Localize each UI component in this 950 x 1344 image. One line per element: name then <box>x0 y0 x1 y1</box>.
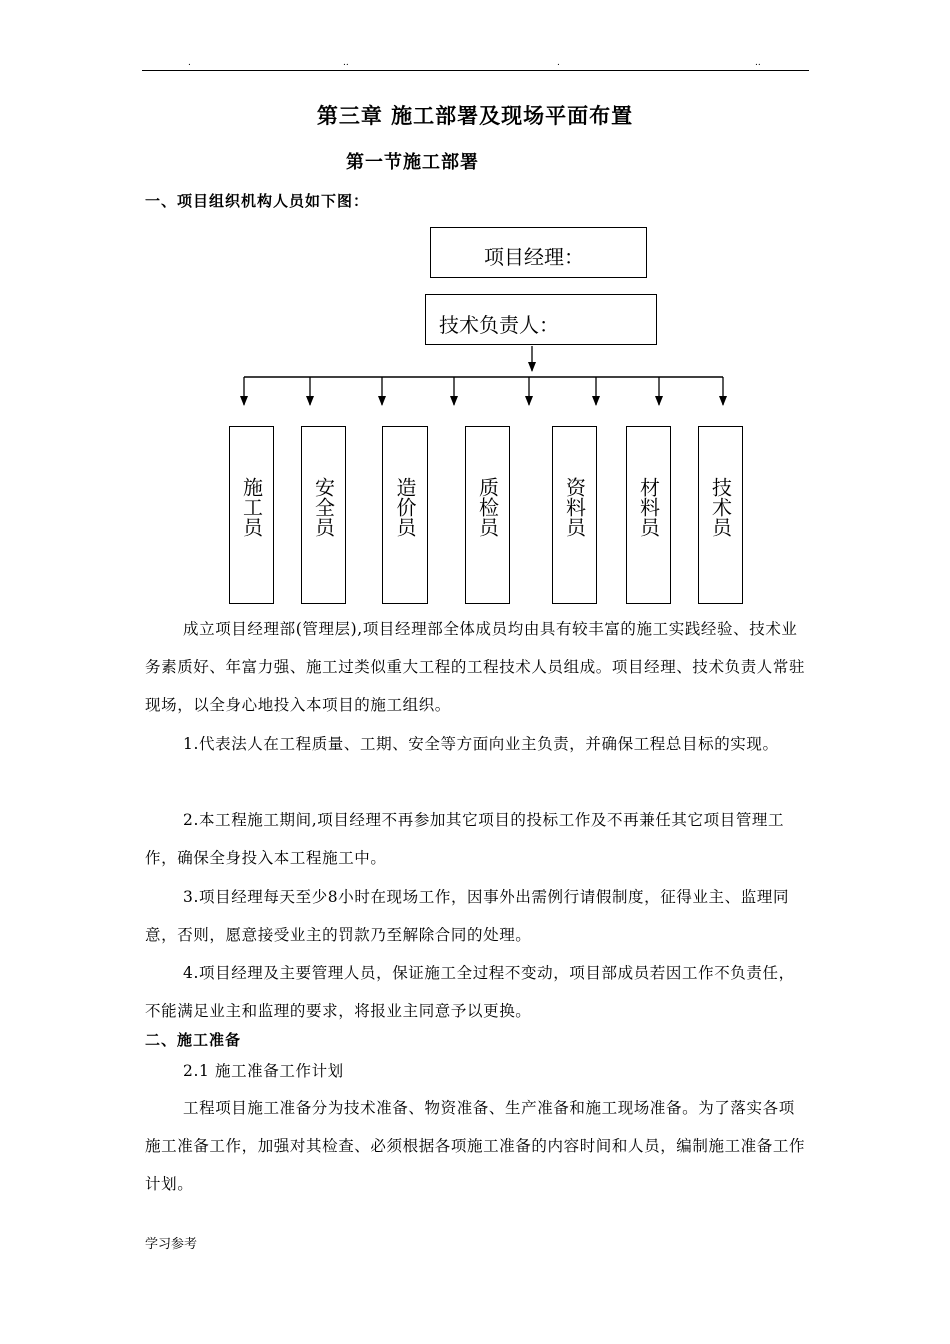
role-label: 资料员 <box>562 477 587 537</box>
chapter-title: 第三章 施工部署及现场平面布置 <box>316 104 634 128</box>
section2-heading: 二、施工准备 <box>145 1031 242 1049</box>
body-paragraph: 工程项目施工准备分为技术准备、物资准备、生产准备和施工现场准备。为了落实各项施工准备工作，加强对其检查、必须根据各项施工准备的内容时间和人员，编制施工准备工作计划。 <box>145 1099 806 1193</box>
role-label: 质检员 <box>475 477 500 537</box>
role-box <box>465 426 510 604</box>
role-label: 安全员 <box>311 477 336 537</box>
role-box <box>382 426 428 604</box>
role-box <box>626 426 671 604</box>
tech-lead-label: 技术负责人： <box>439 313 559 337</box>
role-box <box>301 426 346 604</box>
role-box <box>552 426 597 604</box>
role-label: 造价员 <box>393 477 417 537</box>
role-label: 施工员 <box>239 477 264 537</box>
body-paragraph: 2.本工程施工期间,项目经理不再参加其它项目的投标工作及不再兼任其它项目管理工作，确保全身投入本工程施工中。 <box>145 811 785 867</box>
body-paragraph: 成立项目经理部(管理层),项目经理部全体成员均由具有较丰富的施工实践经验、技术业务素质好、年富力强、施工过类似重大工程的工程技术人员组成。项目经理、技术负责人常驻现场，以全身心地投入本项目的施工组织。 <box>145 620 806 714</box>
tech-lead-box <box>425 294 657 345</box>
header-dot: . <box>557 58 560 68</box>
body-paragraph: 3.项目经理每天至少8小时在现场工作，因事外出需例行请假制度，征得业主、监理同意，否则，愿意接受业主的罚款乃至解除合同的处理。 <box>145 888 790 944</box>
role-box <box>229 426 274 604</box>
body-paragraph: 4.项目经理及主要管理人员，保证施工全过程不变动，项目部成员若因工作不负责任，不能满足业主和监理的要求，将报业主同意予以更换。 <box>145 964 795 1020</box>
role-box <box>698 426 743 604</box>
section-title: 第一节施工部署 <box>346 152 479 173</box>
manager-box <box>430 227 647 278</box>
footer-text: 学习参考 <box>145 1237 198 1252</box>
role-label: 材料员 <box>636 477 661 537</box>
header-dot: .. <box>343 58 349 68</box>
section2-subheading: 2.1 施工准备工作计划 <box>183 1062 344 1080</box>
header-dot: .. <box>755 58 761 68</box>
section1-heading: 一、项目组织机构人员如下图： <box>145 192 370 210</box>
body-paragraph: 1.代表法人在工程质量、工期、安全等方面向业主负责，并确保工程总目标的实现。 <box>183 735 779 753</box>
header-dot: . <box>188 58 191 68</box>
manager-label: 项目经理： <box>484 245 584 269</box>
role-label: 技术员 <box>708 477 733 537</box>
